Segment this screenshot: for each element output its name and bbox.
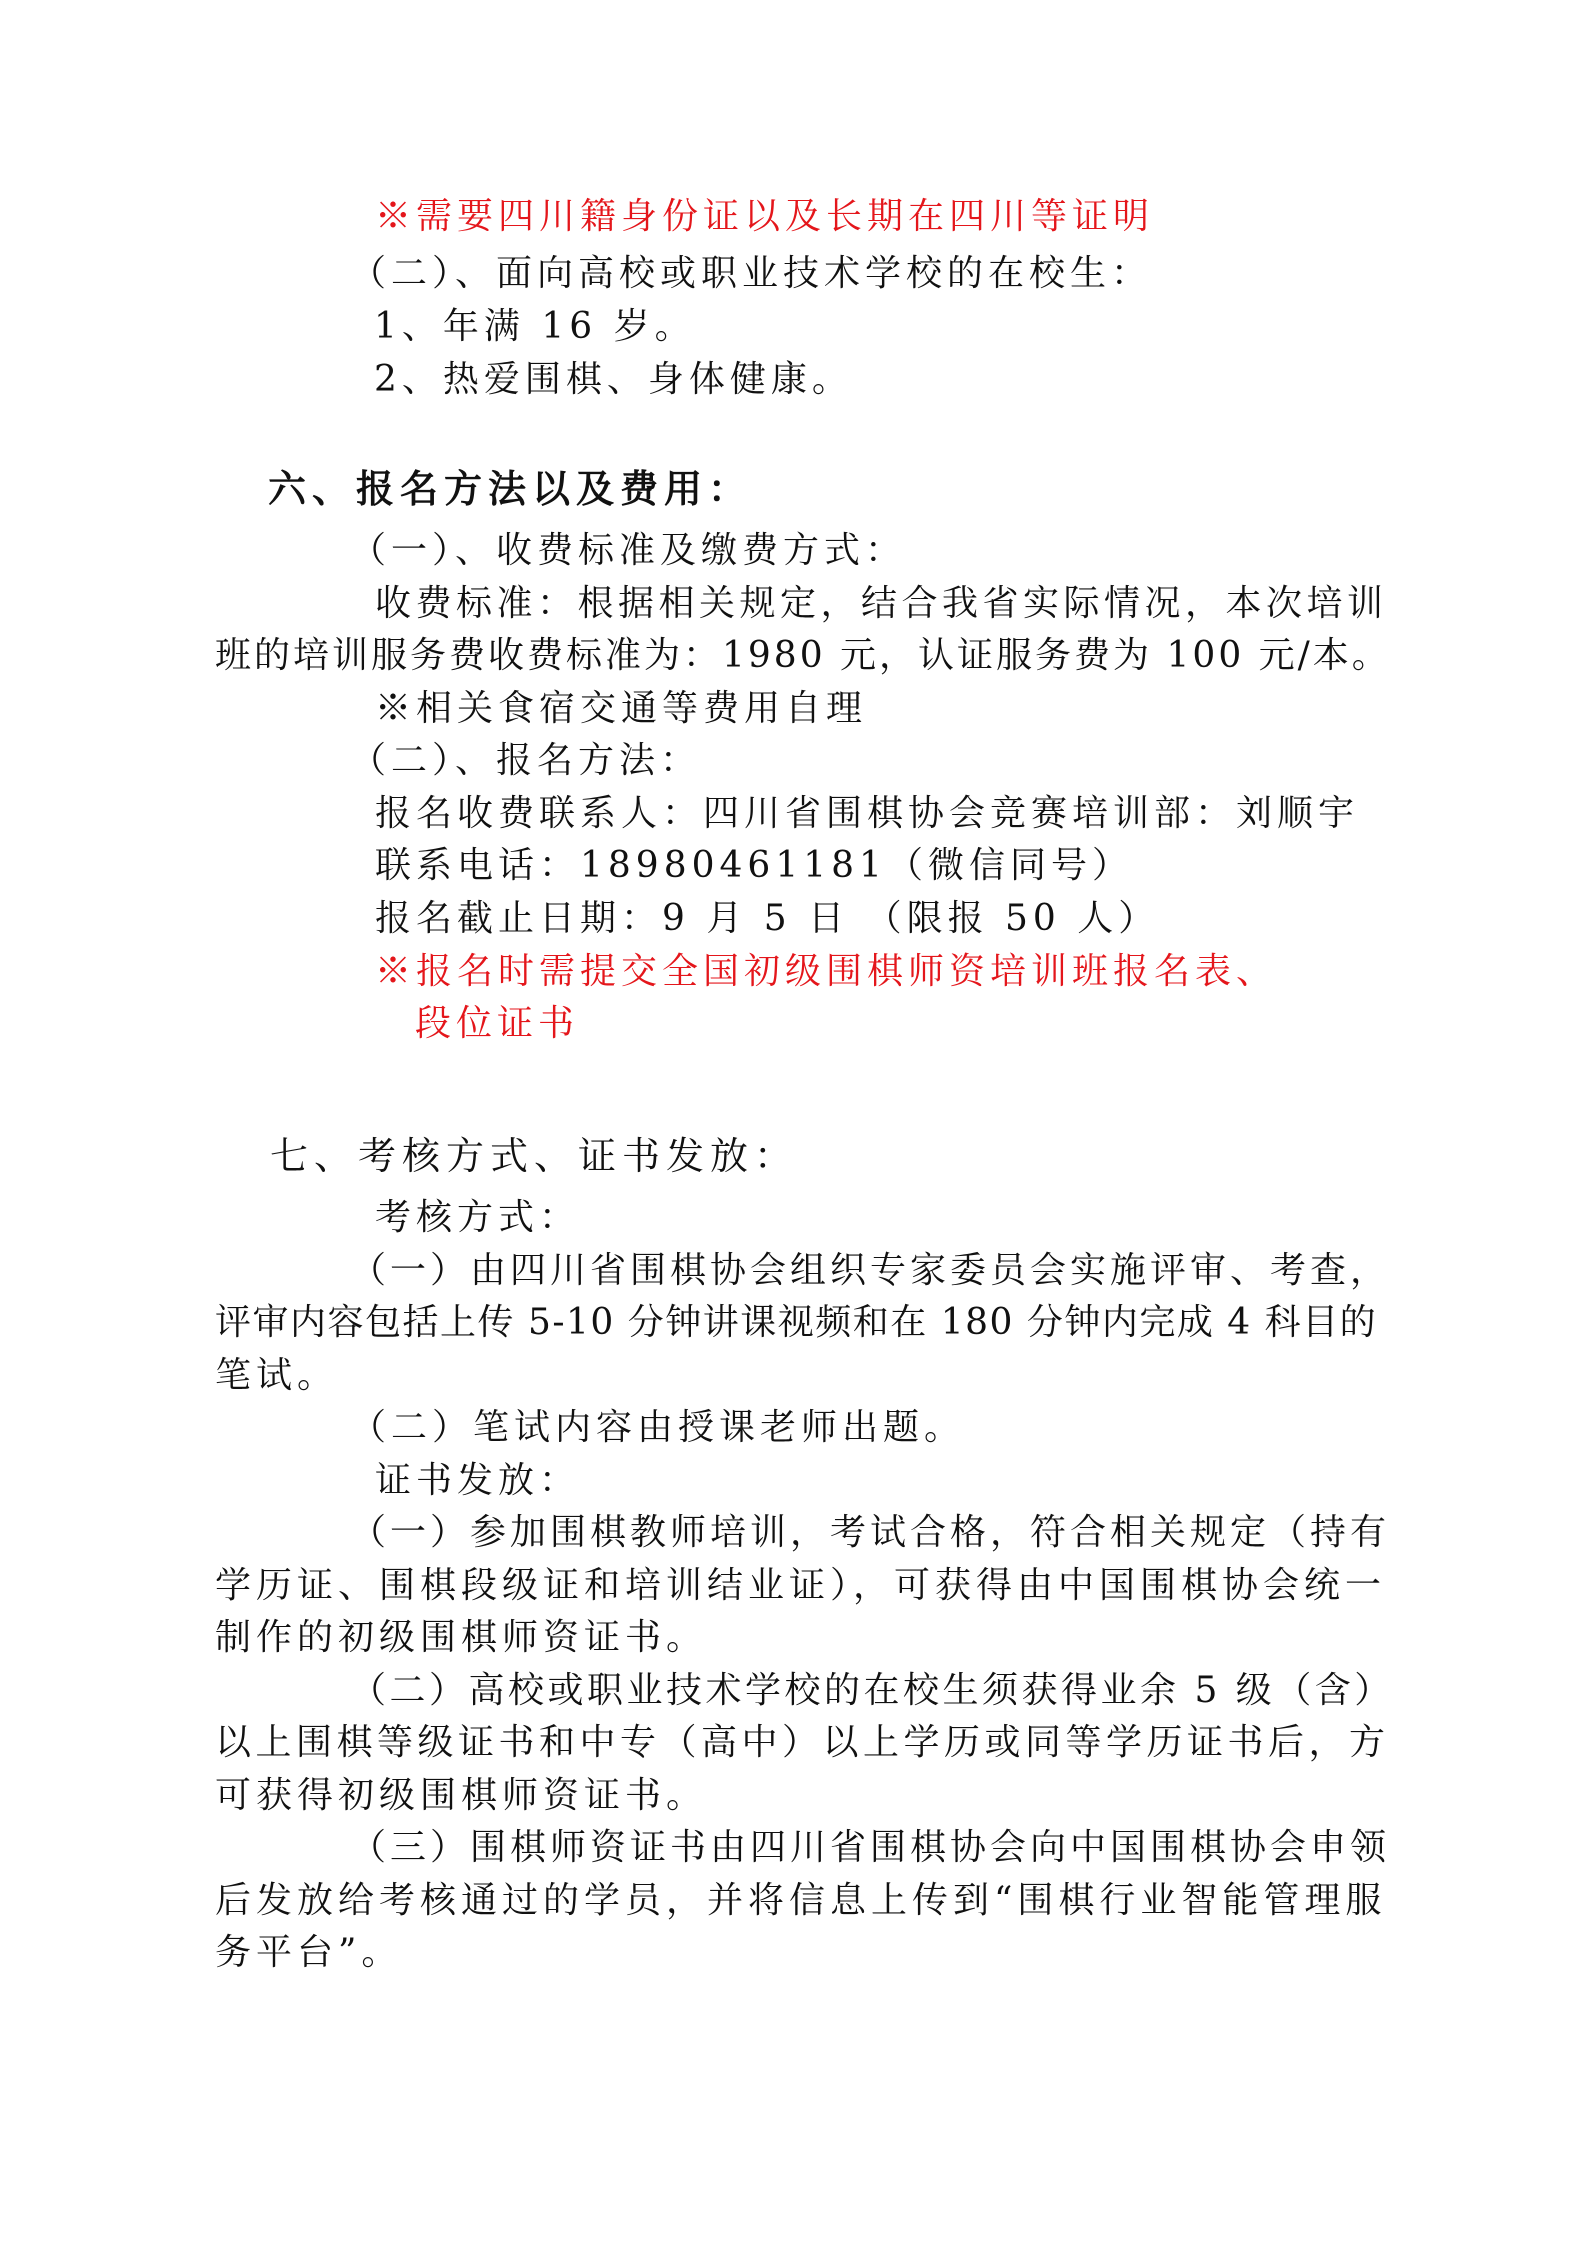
certificate-2-line-2: 以上围棋等级证书和中专（高中）以上学历或同等学历证书后，方 <box>215 1722 1390 1763</box>
certificate-2-line-3: 可获得初级围棋师资证书。 <box>215 1775 708 1816</box>
residency-proof-note: ※需要四川籍身份证以及长期在四川等证明 <box>375 196 1155 237</box>
registration-phone: 联系电话：18980461181（微信同号） <box>375 845 1133 886</box>
fee-self-paid-note: ※相关食宿交通等费用自理 <box>375 688 868 729</box>
section-6-heading: 六、报名方法以及费用： <box>268 466 753 511</box>
registration-deadline: 报名截止日期：9 月 5 日 （限报 50 人） <box>375 898 1160 939</box>
submission-note-line-2: 段位证书 <box>415 1003 580 1044</box>
fee-subsection-title: （一）、收费标准及缴费方式： <box>350 530 907 571</box>
student-group-title: （二）、面向高校或职业技术学校的在校生： <box>350 253 1153 294</box>
certificate-2-line-1: （二）高校或职业技术学校的在校生须获得业余 5 级（含） <box>350 1670 1394 1711</box>
registration-subsection-title: （二）、报名方法： <box>350 740 702 781</box>
assessment-1-line-1: （一）由四川省围棋协会组织专家委员会实施评审、考查， <box>350 1250 1391 1291</box>
section-7-heading: 七、考核方式、证书发放： <box>270 1134 799 1178</box>
certificate-3-line-1: （三）围棋师资证书由四川省围棋协会向中国围棋协会申领 <box>350 1827 1391 1868</box>
certificate-3-line-2: 后发放给考核通过的学员，并将信息上传到“围棋行业智能管理服 <box>215 1880 1387 1921</box>
fee-standard-line-2: 班的培训服务费收费标准为：1980 元，认证服务费为 100 元/本。 <box>215 635 1391 676</box>
registration-contact: 报名收费联系人：四川省围棋协会竞赛培训部：刘顺宇 <box>375 793 1360 834</box>
assessment-1-line-2: 评审内容包括上传 5-10 分钟讲课视频和在 180 分钟内完成 4 科目的 <box>215 1302 1378 1343</box>
health-requirement: 2、热爱围棋、身体健康。 <box>374 359 853 400</box>
submission-note-line-1: ※报名时需提交全国初级围棋师资培训班报名表、 <box>375 951 1278 992</box>
assessment-label: 考核方式： <box>375 1197 581 1238</box>
assessment-2: （二）笔试内容由授课老师出题。 <box>350 1407 966 1448</box>
fee-standard-line-1: 收费标准：根据相关规定，结合我省实际情况，本次培训 <box>375 583 1388 624</box>
assessment-1-line-3: 笔试。 <box>215 1355 339 1396</box>
certificate-1-line-1: （一）参加围棋教师培训，考试合格，符合相关规定（持有 <box>350 1512 1391 1553</box>
age-requirement: 1、年满 16 岁。 <box>374 306 696 347</box>
certificate-3-line-3: 务平台”。 <box>215 1932 403 1973</box>
certificate-label: 证书发放： <box>375 1460 581 1501</box>
certificate-1-line-2: 学历证、围棋段级证和培训结业证），可获得由中国围棋协会统一 <box>215 1565 1387 1606</box>
certificate-1-line-3: 制作的初级围棋师资证书。 <box>215 1617 708 1658</box>
